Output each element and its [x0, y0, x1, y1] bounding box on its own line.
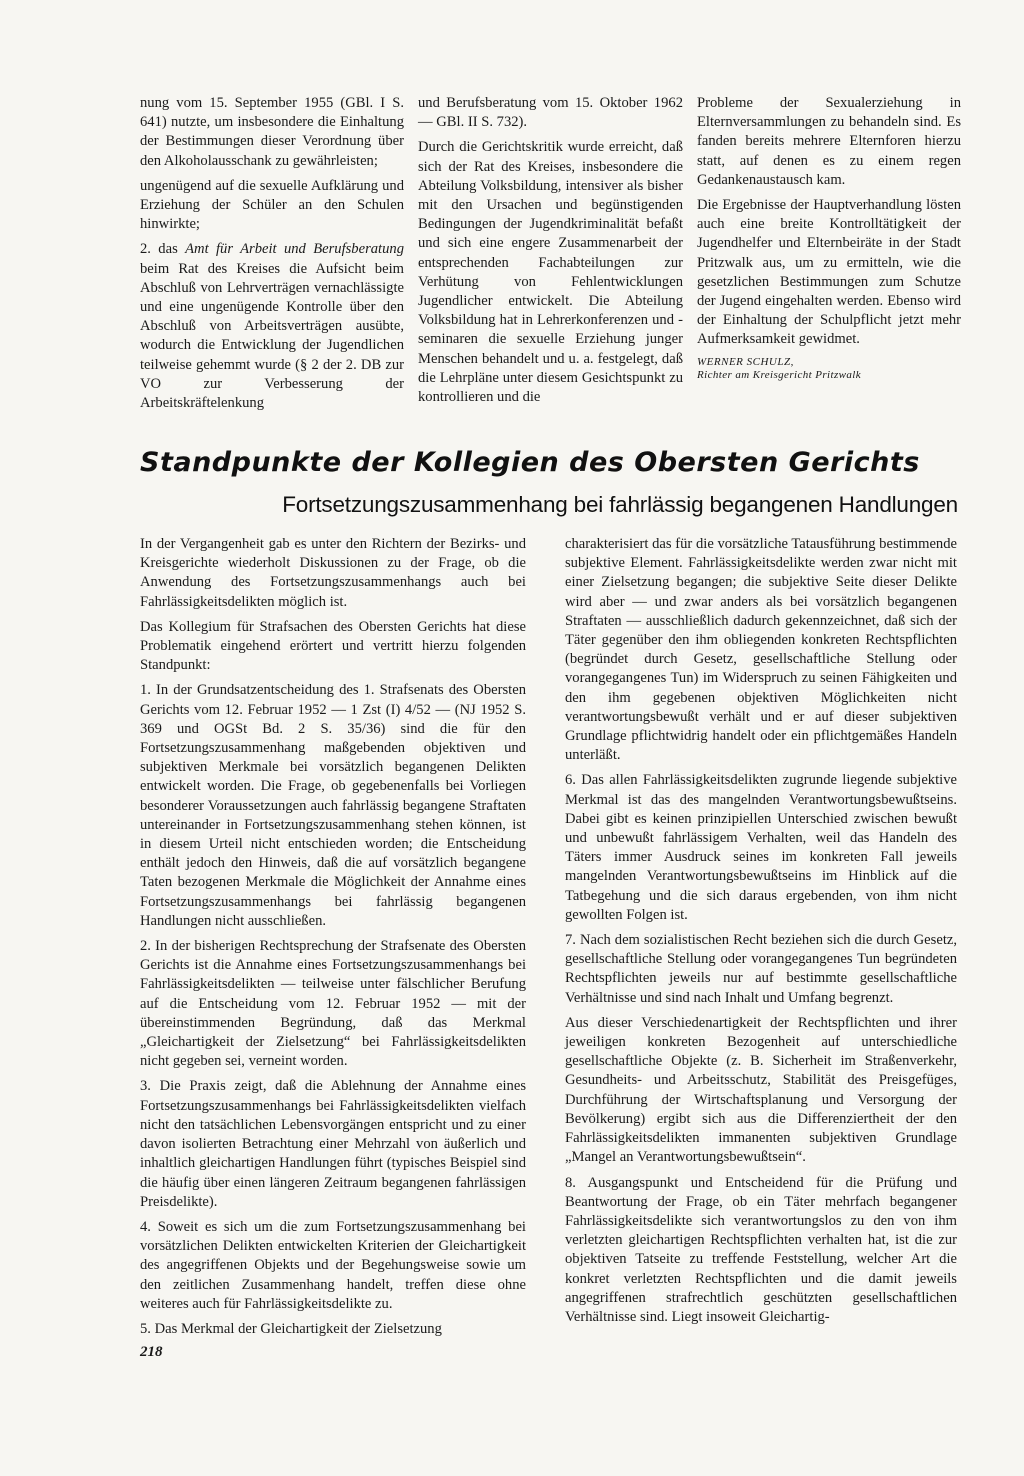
paragraph: und Berufsberatung vom 15. Oktober 1962 — GBl. II S. 732).	[418, 95, 683, 131]
author-name: WERNER SCHULZ,	[697, 355, 794, 368]
paragraph: 8. Ausgangspunkt und Entscheidend für die Prüfung und Beantwortung der Frage, ob ein Täter mehrfach begangener Fahrlässigkeitsdelikte sich verantwortungslos zu den von ihm verletzten gleichartigen Rechtspflichten verhalten hat, ist die zur objektiven Tatseite zu treffende Feststellung, welcher Art die konkret verletzten Rechtspflichten und die damit jeweils angegriffenen strafrechtlich geschützten gesellschaftlichen Verhältnisse sind. Liegt insoweit Gleichartig-	[565, 1174, 957, 1325]
paragraph: 4. Soweit es sich um die zum Fortsetzungszusammenhang bei vorsätzlichen Delikten entwickelten Kriterien der Gleichartigkeit des angegriffenen Objekts und der Begehungsweise sowie um den zeitlichen Zusammenhang handelt, treffen diese ohne weiteres auch für Fahrlässigkeitsdelikte zu.	[140, 1218, 526, 1312]
paragraph: 2. das Amt für Arbeit und Berufsberatung beim Rat des Kreises die Aufsicht beim Abschluß von Lehrverträgen vernachlässigte und eine ungenügende Kontrolle über den Abschluß von Arbeitsverträgen ausübte, wodurch die Entwicklung der Jugendlichen teilweise gehemmt wurde (§ 2 der 2. DB zur VO zur Verbesserung der Arbeitskräftelenkung	[140, 241, 404, 412]
section-title: Standpunkte der Kollegien des Obersten Gerichts	[140, 447, 920, 478]
paragraph: ungenügend auf die sexuelle Aufklärung und Erziehung der Schüler an den Schulen hinwirkte;	[140, 177, 404, 233]
paragraph: Durch die Gerichtskritik wurde erreicht, daß sich der Rat des Kreises, insbesondere die Abteilung Volksbildung, intensiver als bisher mit den Ursachen und begünstigenden Bedingungen der Jugendkriminalität befaßt und sich eine engere Zusammenarbeit der entsprechenden Fachabteilungen zur Verhütung von Fehlentwicklungen Jugendlicher entwickelt. Die Abteilung Volksbildung hat in Lehrerkonferenzen und -seminaren die sexuelle Erziehung junger Menschen behandelt und u. a. festgelegt, daß die Lehrpläne unter diesem Gesichtspunkt zu kontrollieren und die	[418, 139, 683, 406]
paragraph: 3. Die Praxis zeigt, daß die Ablehnung der Annahme eines Fortsetzungszusammenhangs bei Fahrlässigkeitsdelikten vielfach nicht den tatsächlichen Lebensvorgängen entspricht und zu einer davon isolierten Betrachtung einer Mehrzahl von äußerlich und inhaltlich gleichartigen Handlungen führt (typisches Beispiel sind die häufig über einen längeren Zeitraum begangenen fahrlässigen Preisdelikte).	[140, 1078, 526, 1210]
main-column-2	[565, 535, 957, 1333]
page-number: 218	[140, 1344, 163, 1360]
paragraph: nung vom 15. September 1955 (GBl. I S. 641) nutzte, um insbesondere die Einhaltung der Bestimmungen dieser Verordnung über den Alkoholausschank zu gewährleisten;	[140, 95, 404, 169]
paragraph: Probleme der Sexualerziehung in Elternversammlungen zu behandeln sind. Es fanden bereits mehrere Elternforen hierzu statt, auf denen es zu einem regen Gedankenaustausch kam.	[697, 95, 961, 188]
emphasis-text: Amt für Arbeit und Berufsberatung	[185, 241, 404, 258]
paragraph: 7. Nach dem sozialistischen Recht beziehen sich die durch Gesetz, gesellschaftliche Stellung oder vorangegangenes Tun begründeten Rechtspflichten jeweils nur auf bestimmte gesellschaftliche Verhältnisse und sind nach Inhalt und Umfang begrenzt.	[565, 932, 957, 1006]
main-column-1	[140, 535, 526, 1345]
top-column-2	[418, 94, 683, 413]
paragraph: 2. In der bisherigen Rechtsprechung der Strafsenate des Obersten Gerichts ist die Annahme eines Fortsetzungszusammenhangs bei Fahrlässigkeitsdelikten — teilweise unter fälschlicher Berufung auf die Entscheidung vom 12. Februar 1952 — mit der übereinstimmenden Begründung, daß das Merkmal „Gleichartigkeit der Zielsetzung“ bei Fahrlässigkeitsdelikten nicht gegeben sei, verneint worden.	[140, 938, 526, 1070]
paragraph: charakterisiert das für die vorsätzliche Tatausführung bestimmende subjektive Element. Fahrlässigkeitsdelikte werden zwar nicht mit einer Zielsetzung begangen; die subjektive Seite dieser Delikte wird aber — und zwar anders als bei vorsätzlich begangenen Straftaten — ausschließlich dadurch gekennzeichnet, daß sich der Täter gegenüber den ihm obliegenden konkreten Rechtspflichten (begründet durch Gesetz, gesellschaftliche Stellung oder vorangegangenes Tun) im Widerspruch zu seinen Fähigkeiten und den ihm gegebenen objektiven Möglichkeiten nicht verantwortungsbewußt verhält und er auf dieser subjektiven Grundlage pflichtwidrig handelt oder ein pflichtgemäßes Handeln unterläßt.	[565, 536, 957, 764]
paragraph: 1. In der Grundsatzentscheidung des 1. Strafsenats des Obersten Gerichts vom 12. Februar 1952 — 1 Zst (I) 4/52 — (NJ 1952 S. 369 und OGSt Bd. 2 S. 35/36) sind die für den Fortsetzungszusammenhang maßgebenden objektiven und subjektiven Merkmale bei vorsätzlich begangenen Delikten entwickelt worden. Die Frage, ob gegebenenfalls bei Vorliegen besonderer Voraussetzungen auch fahrlässig begangene Straftaten untereinander in Fortsetzungszusammenhang stehen können, ist in diesem Urteil nicht entschieden worden; die Entscheidung enthält jedoch den Hinweis, daß die auf vorsätzlich begangene Taten bezogenen Merkmale die Möglichkeit der Annahme eines Fortsetzungszusammenhangs bei fahrlässig begangenen Handlungen nicht ausschließen.	[140, 682, 526, 929]
paragraph: 5. Das Merkmal der Gleichartigkeit der Zielsetzung	[140, 1320, 442, 1337]
paragraph: Die Ergebnisse der Hauptverhandlung lösten auch eine breite Kontrolltätigkeit der Jugendhelfer und Elternbeiräte in der Stadt Pritzwalk aus, um zu ermitteln, wie die gesetzlichen Bestimmungen zum Schutze der Jugend eingehalten werden. Ebenso wird der Einhaltung der Schulpflicht jetzt mehr Aufmerksamkeit gewidmet.	[697, 197, 961, 348]
top-column-3	[697, 94, 961, 382]
paragraph: In der Vergangenheit gab es unter den Richtern der Bezirks- und Kreisgerichte wiederholt Diskussionen zu der Frage, ob die Anwendung des Fortsetzungszusammenhangs auch bei Fahrlässigkeitsdelikten möglich ist.	[140, 536, 526, 610]
article-title: Fortsetzungszusammenhang bei fahrlässig begangenen Handlungen	[282, 492, 958, 517]
top-column-1	[140, 94, 404, 419]
paragraph: 6. Das allen Fahrlässigkeitsdelikten zugrunde liegende subjektive Merkmal ist das des mangelnden Verantwortungsbewußtseins. Dabei gibt es keinen prinzipiellen Unterschied zwischen bewußt und unbewußt fahrlässigem Verhalten, weil das Handeln des Täters immer Ausdruck seines im konkreten Fall jeweils mangelnden Verantwortungsbewußtseins im Hinblick auf die Tatbegehung und die sich daraus ergebenden, von ihm nicht gewollten Folgen ist.	[565, 772, 957, 923]
author-role: Richter am Kreisgericht Pritzwalk	[697, 368, 862, 381]
paragraph: Aus dieser Verschiedenartigkeit der Rechtspflichten und ihrer jeweiligen konkreten Bezogenheit auf unterschiedliche gesellschaftliche Objekte (z. B. Sicherheit im Straßenverkehr, Gesundheits- und Arbeitsschutz, Stabilität des Preisgefüges, Durchführung der Wirtschaftsplanung und Versorgung der Bevölkerung) ergibt sich aus die Differenziertheit der den Fahrlässigkeitsdelikten immanenten subjektiven Grundlage „Mangel an Verantwortungsbewußtsein“.	[565, 1014, 957, 1166]
paragraph: Das Kollegium für Strafsachen des Obersten Gerichts hat diese Problematik eingehend erörtert und vertritt hierzu folgenden Standpunkt:	[140, 618, 526, 674]
